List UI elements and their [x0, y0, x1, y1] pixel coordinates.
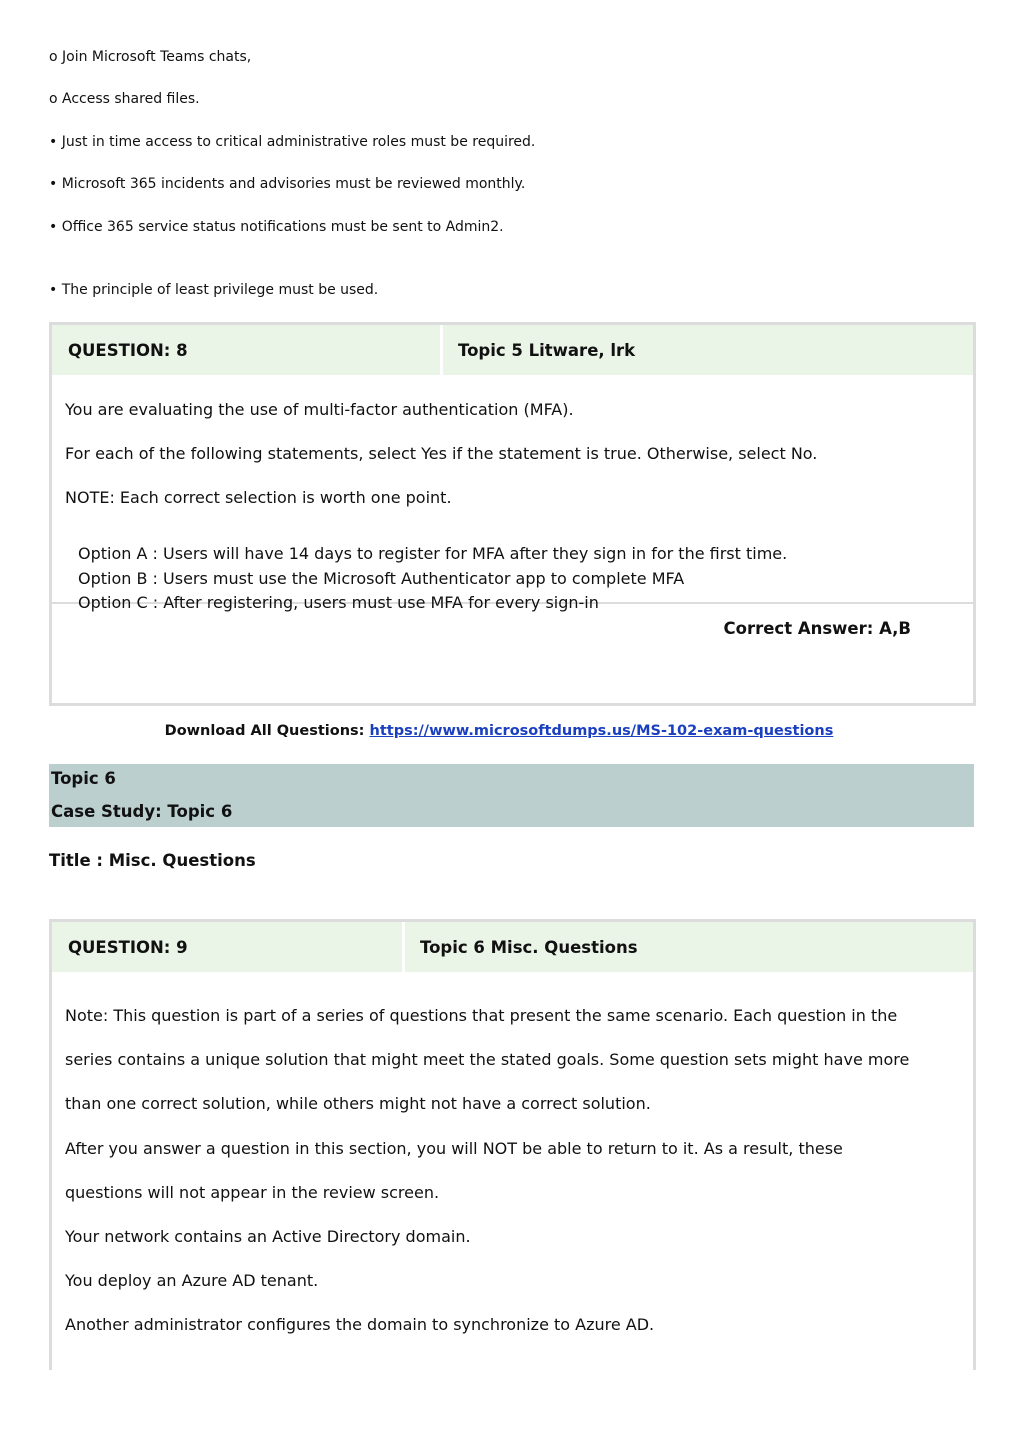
- section-title: Title : Misc. Questions: [49, 851, 256, 870]
- question-topic: Topic 6 Misc. Questions: [420, 937, 638, 957]
- topic-heading: Topic 6: [51, 769, 116, 788]
- question-text-line: questions will not appear in the review screen.: [65, 1182, 440, 1202]
- requirement-line: • Just in time access to critical administrative roles must be required.: [49, 134, 536, 150]
- question-text-line: than one correct solution, while others might not have a correct solution.: [65, 1094, 651, 1114]
- option-a: Option A : Users will have 14 days to register for MFA after they sign in for the first time.: [78, 544, 788, 563]
- topic-banner: [49, 764, 974, 827]
- question-text-line: You deploy an Azure AD tenant.: [65, 1271, 319, 1291]
- question-text-line: After you answer a question in this section, you will NOT be able to return to it. As a result, these: [65, 1138, 843, 1158]
- question-statement: For each of the following statements, select Yes if the statement is true. Otherwise, select No.: [65, 444, 818, 463]
- question-statement: NOTE: Each correct selection is worth one point.: [65, 488, 452, 507]
- question-text-line: Another administrator configures the domain to synchronize to Azure AD.: [65, 1315, 655, 1335]
- question-topic: Topic 5 Litware, lrk: [458, 340, 636, 360]
- question-8-card: [49, 322, 976, 706]
- question-number: QUESTION: 9: [52, 922, 405, 972]
- download-link[interactable]: https://www.microsoftdumps.us/MS-102-exam-questions: [369, 723, 834, 739]
- question-header: [52, 922, 973, 972]
- option-b: Option B : Users must use the Microsoft Authenticator app to complete MFA: [78, 568, 685, 588]
- case-study-heading: Case Study: Topic 6: [51, 802, 233, 821]
- question-number: QUESTION: 8: [52, 325, 443, 375]
- question-statement: You are evaluating the use of multi-factor authentication (MFA).: [65, 400, 574, 419]
- download-label: Download All Questions:: [164, 723, 370, 739]
- question-text-line: Note: This question is part of a series of questions that present the same scenario. Each question in the: [65, 1006, 898, 1025]
- question-text-line: series contains a unique solution that might meet the stated goals. Some question sets might have more: [65, 1050, 910, 1070]
- question-body: [52, 375, 973, 612]
- requirement-line: • Microsoft 365 incidents and advisories must be reviewed monthly.: [49, 176, 526, 192]
- requirement-line: o Access shared files.: [49, 91, 200, 107]
- requirement-line: o Join Microsoft Teams chats,: [49, 49, 252, 65]
- question-text-line: Your network contains an Active Directory domain.: [65, 1227, 471, 1247]
- requirement-line: • Office 365 service status notifications must be sent to Admin2.: [49, 219, 504, 235]
- question-9-card: [49, 919, 976, 1370]
- correct-answer: Correct Answer: A,B: [52, 602, 973, 653]
- question-header: [52, 325, 973, 375]
- option-c: Option C : After registering, users must use MFA for every sign-in: [78, 593, 599, 612]
- download-line: [0, 723, 998, 739]
- question-body: [52, 972, 973, 1348]
- requirement-line: • The principle of least privilege must be used.: [49, 282, 379, 298]
